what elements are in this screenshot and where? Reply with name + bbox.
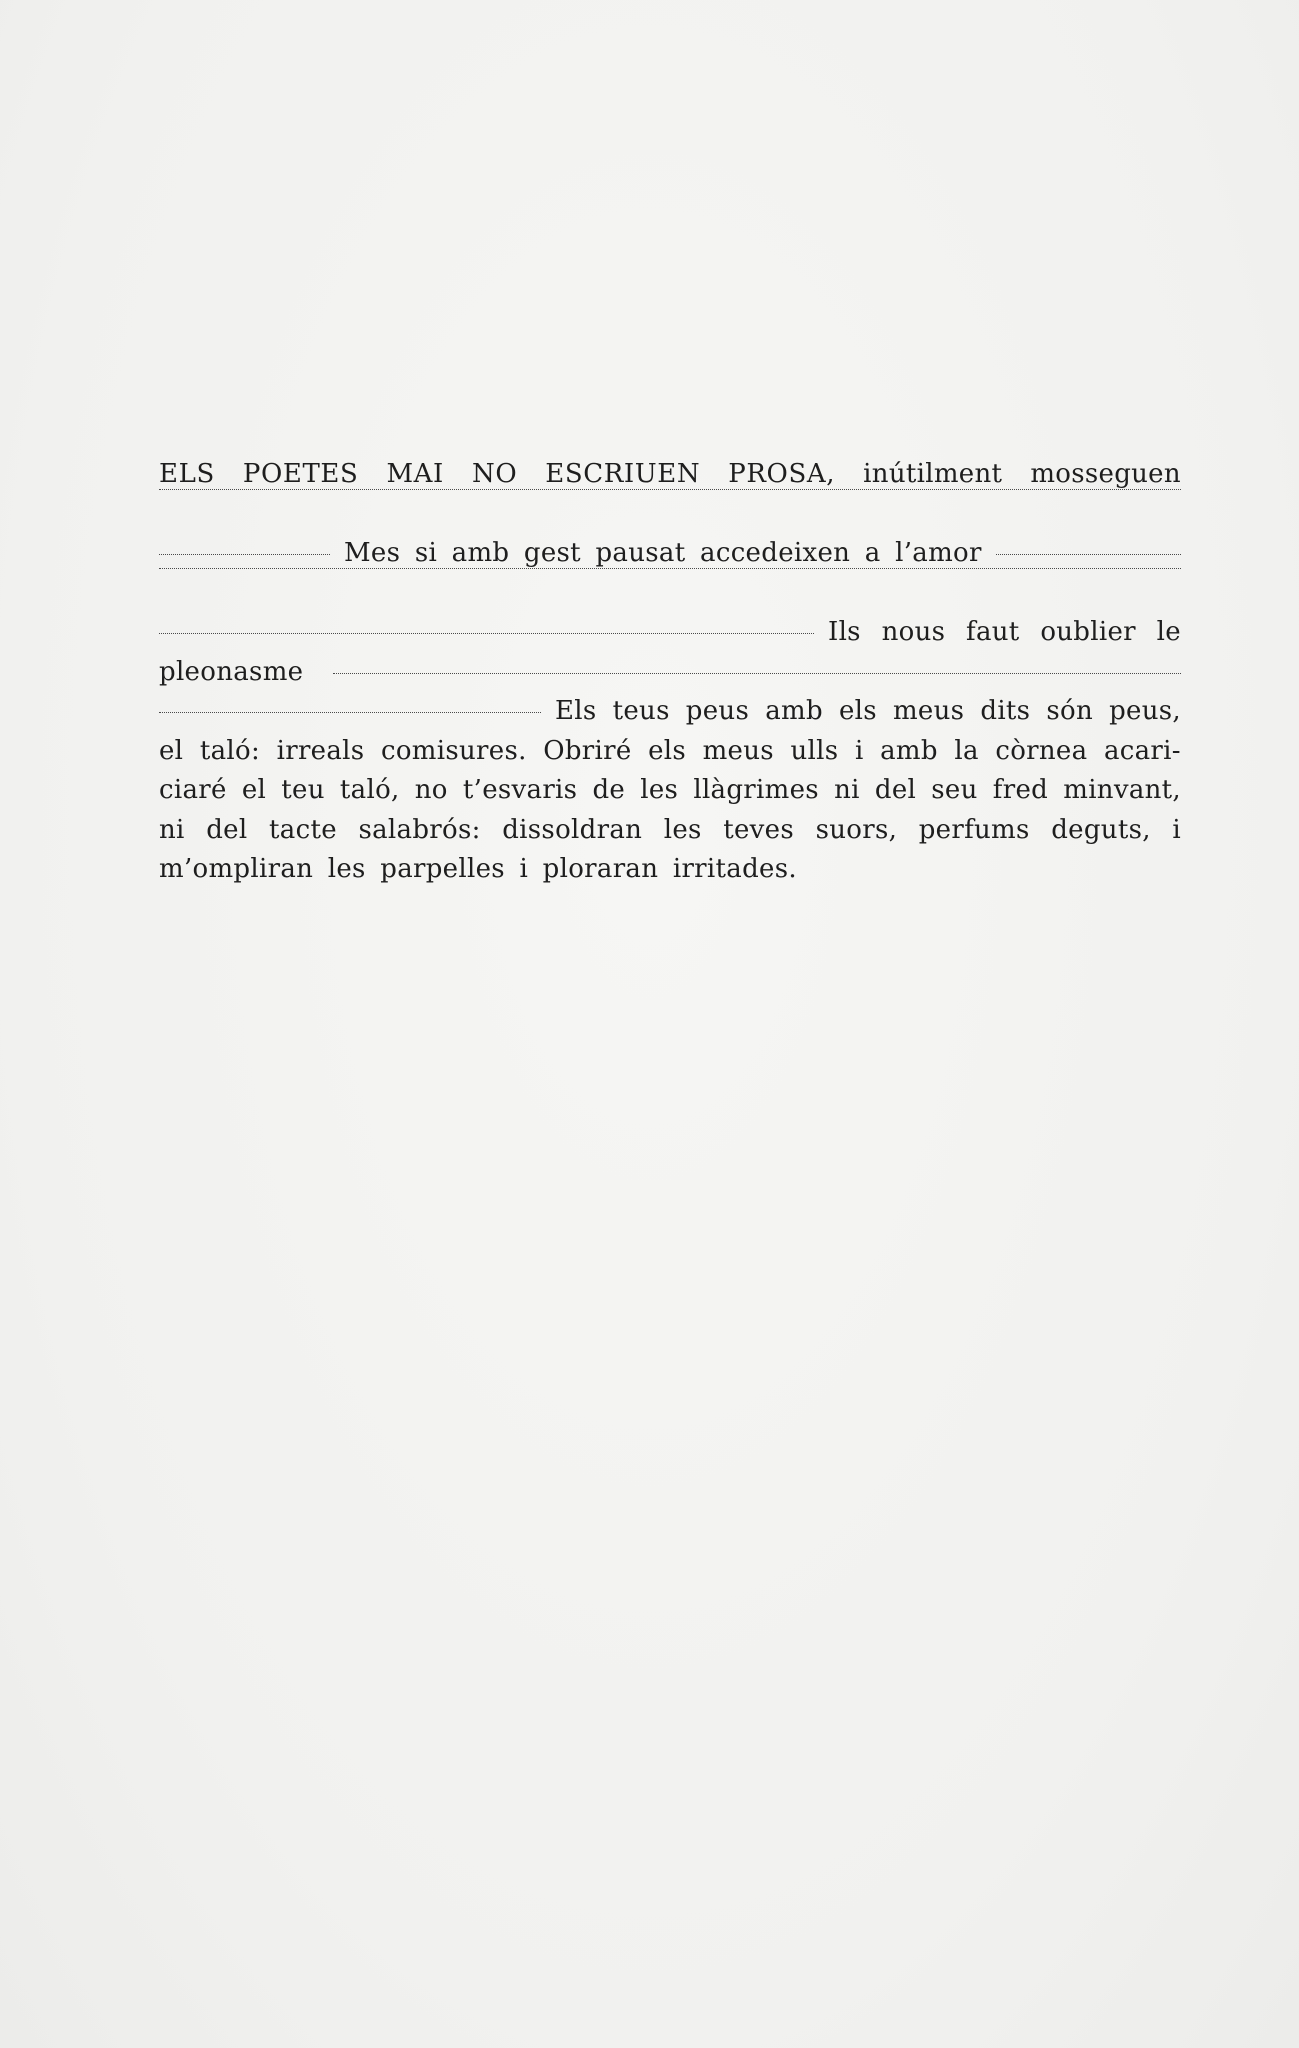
word: meus [892, 696, 965, 726]
word: faut [966, 617, 1020, 647]
poem-line-6-text: pleonasme [159, 656, 304, 687]
word: dissoldran [502, 814, 643, 845]
word: deguts, [1051, 814, 1151, 845]
word: els [838, 696, 877, 726]
word: fred [992, 775, 1049, 805]
word: teves [723, 814, 795, 845]
word: comisures. [380, 735, 527, 766]
word: oublier [1040, 617, 1136, 647]
word: suors, [815, 814, 898, 845]
word: peus [685, 696, 750, 726]
word: PROSA, [728, 459, 836, 489]
word: ciaré [159, 775, 227, 805]
word: còrnea [995, 735, 1088, 766]
dotted-ellipsis [159, 633, 814, 634]
word: la [954, 735, 979, 766]
word: amb [765, 696, 823, 726]
word: són [1046, 696, 1094, 726]
word: ESCRIUEN [545, 459, 701, 489]
word: dits [980, 696, 1031, 726]
word: i [854, 735, 864, 766]
word: salabrós: [358, 814, 481, 845]
poem-line-7-text [555, 692, 1181, 732]
poem-line-4-ellipsis [159, 574, 1181, 614]
poem-line-7 [159, 692, 1181, 732]
word: nous [881, 617, 946, 647]
word: teus [612, 696, 670, 726]
dotted-ellipsis [159, 712, 541, 713]
dotted-ellipsis [159, 554, 330, 555]
word: les [663, 814, 702, 845]
poem-line-2-ellipsis [159, 495, 1181, 535]
word: Obriré [543, 735, 632, 766]
dotted-ellipsis [159, 489, 1181, 490]
word: irreals [276, 735, 365, 766]
word: t’esvaris [462, 775, 578, 805]
poem-line-6 [159, 653, 1181, 693]
word: ulls [790, 735, 839, 766]
word: perfums [918, 814, 1030, 845]
word: i [1172, 814, 1181, 845]
word: els [648, 735, 687, 766]
word: taló: [199, 735, 261, 766]
word: no [414, 775, 448, 805]
word: el [241, 775, 267, 805]
poem-line-11-text: m’ompliran les parpelles i ploraran irritades. [159, 854, 797, 884]
word: ELS [159, 459, 215, 489]
word: del [206, 814, 248, 845]
word: mosseguen [1030, 459, 1181, 489]
word: Ils [828, 617, 861, 647]
poem-line-9 [159, 771, 1181, 811]
word: teu [281, 775, 325, 805]
word: Els [555, 696, 597, 726]
poem-line-5-text [828, 613, 1181, 653]
word: MAI [386, 459, 444, 489]
poem-text [159, 455, 1181, 890]
word: llàgrimes [693, 775, 819, 805]
word: del [874, 775, 917, 805]
word: seu [931, 775, 978, 805]
word: ni [159, 814, 185, 845]
dotted-ellipsis [333, 673, 1181, 674]
word: de [592, 775, 626, 805]
word: acari- [1103, 735, 1181, 766]
word: taló, [339, 775, 400, 805]
poem-line-3-text: Mes si amb gest pausat accedeixen a l’amor [344, 538, 982, 568]
word: inútilment [863, 459, 1003, 489]
poem-line-8 [159, 732, 1181, 772]
word: tacte [269, 814, 337, 845]
word: minvant, [1063, 775, 1181, 805]
word: peus, [1109, 696, 1181, 726]
dotted-ellipsis [159, 568, 1181, 569]
word: ni [834, 775, 860, 805]
word: meus [702, 735, 774, 766]
word: les [640, 775, 679, 805]
word: POETES [242, 459, 359, 489]
poem-line-11 [159, 850, 1181, 890]
word: NO [471, 459, 518, 489]
dotted-ellipsis [996, 554, 1181, 555]
poem-line-10 [159, 811, 1181, 851]
word: le [1156, 617, 1181, 647]
word: amb [880, 735, 938, 766]
word: el [159, 735, 184, 766]
poem-line-5 [159, 613, 1181, 653]
